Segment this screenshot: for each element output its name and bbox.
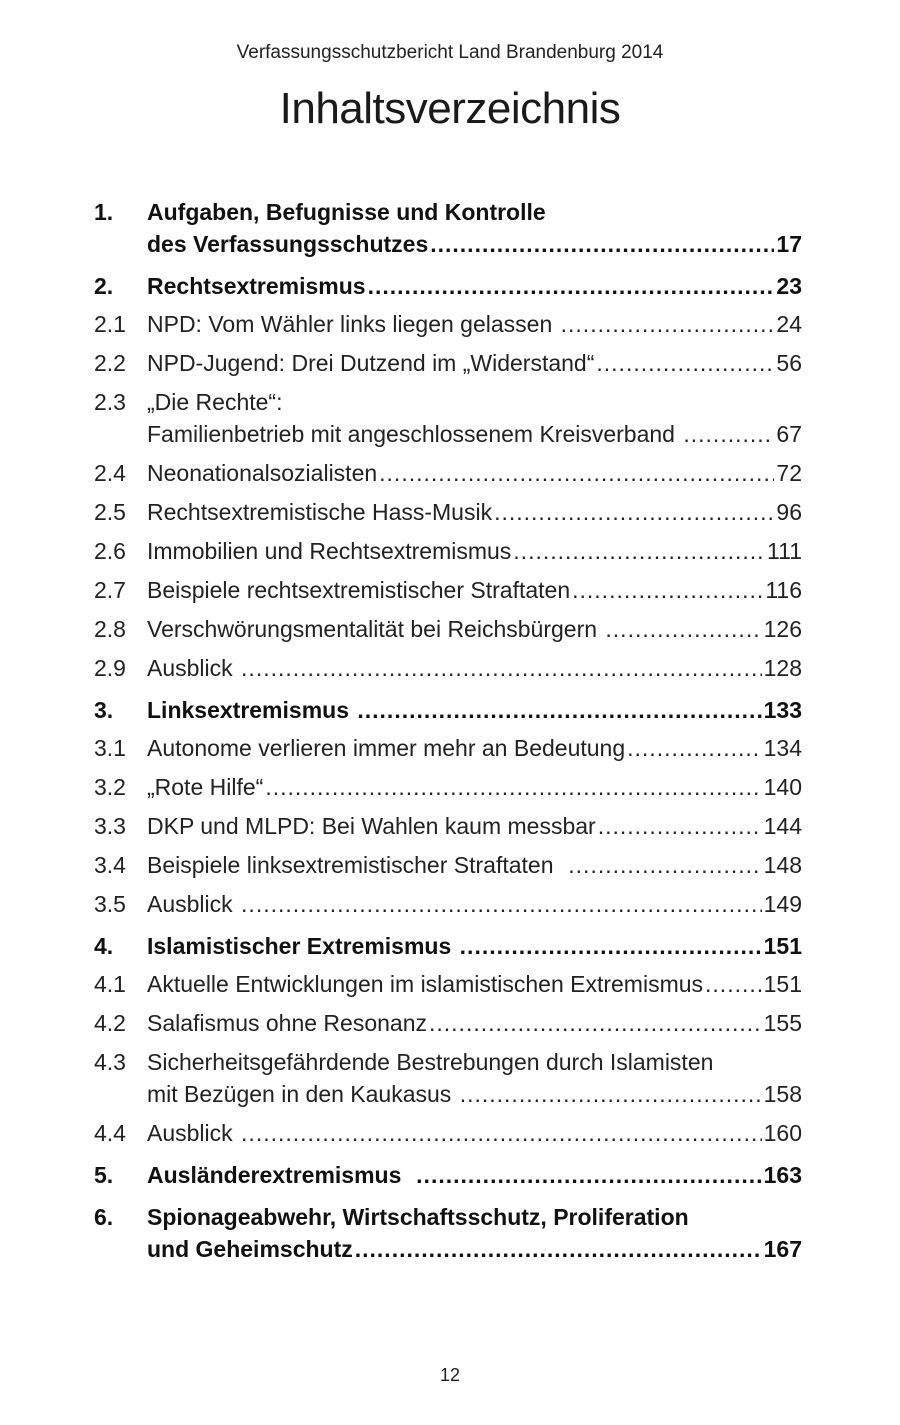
toc-dot-leader [627,732,761,764]
toc-entry-body [147,496,802,528]
toc-dot-leader [605,613,761,645]
toc-entry-title: Aktuelle Entwicklungen im islamistischen Extremismus [147,971,704,997]
toc-section-entry[interactable] [94,347,802,379]
toc-entry-title: und Geheimschutz [147,1236,353,1262]
toc-chapter-entry[interactable] [94,1201,802,1265]
toc-entry-body [147,652,802,684]
toc-entry-title: Familienbetrieb mit angeschlossenem Kreisverband [147,421,682,447]
toc-section-entry[interactable] [94,457,802,489]
toc-page-number: 24 [776,311,802,337]
toc-entry-line [147,386,802,418]
toc-entry-title: Sicherheitsgefährdende Bestrebungen durch Islamisten [147,1049,714,1075]
toc-dot-leader [355,1233,762,1265]
toc-entry-title: Salafismus ohne Resonanz [147,1010,427,1036]
page-number: 12 [439,1365,461,1385]
toc-entry-title: Linksextremismus [147,697,356,723]
toc-dot-leader [572,574,763,606]
toc-section-entry[interactable] [94,652,802,684]
toc-dot-leader [683,418,774,450]
toc-entry-title: Beispiele linksextremistischer Straftaten [147,852,567,878]
toc-entry-title: Ausblick [147,1120,240,1146]
toc-entry-title: Ausländerextremismus [147,1162,415,1188]
toc-entry-line [147,574,802,606]
toc-entry-line [147,849,802,881]
toc-dot-leader [705,968,762,1000]
toc-entry-line [147,771,802,803]
table-of-contents [94,196,802,1271]
toc-entry-line [147,1007,802,1039]
toc-dot-leader [429,1007,762,1039]
running-header: Verfassungsschutzbericht Land Brandenburg 2014 [236,42,664,63]
toc-entry-body [147,732,802,764]
toc-entry-title: des Verfassungsschutzes [147,231,429,257]
toc-entry-line [147,732,802,764]
toc-entry-number: 4.3 [94,1049,126,1075]
toc-entry-body [147,270,802,302]
toc-page-number: 72 [776,460,802,486]
toc-entry-line [147,1078,802,1110]
toc-dot-leader [241,1117,762,1149]
toc-entry-number: 2.4 [94,460,126,486]
toc-section-entry[interactable] [94,535,802,567]
toc-page-number: 160 [763,1120,802,1146]
toc-page-number: 111 [767,538,802,564]
toc-entry-number: 2. [94,273,114,299]
toc-dot-leader [357,694,761,726]
toc-entry-number: 2.2 [94,350,126,376]
toc-chapter-entry[interactable] [94,1159,802,1191]
toc-section-entry[interactable] [94,849,802,881]
toc-entry-body [147,196,802,260]
toc-entry-number: 3. [94,697,114,723]
toc-entry-body [147,849,802,881]
toc-entry-line [147,1201,802,1233]
toc-entry-number: 2.1 [94,311,126,337]
toc-entry-body [147,1046,802,1110]
toc-entry-number: 3.3 [94,813,126,839]
toc-dot-leader [430,228,774,260]
toc-entry-number: 2.7 [94,577,126,603]
toc-section-entry[interactable] [94,386,802,450]
toc-entry-title: Rechtsextremismus [147,273,366,299]
toc-entry-line [147,496,802,528]
toc-section-entry[interactable] [94,1046,802,1110]
toc-entry-title: „Rote Hilfe“ [147,774,264,800]
toc-entry-title: Spionageabwehr, Wirtschaftsschutz, Proliferation [147,1204,689,1230]
toc-entry-line [147,1117,802,1149]
toc-entry-number: 3.2 [94,774,126,800]
toc-section-entry[interactable] [94,613,802,645]
toc-section-entry[interactable] [94,888,802,920]
toc-dot-leader [379,457,774,489]
toc-page-number: 149 [763,891,802,917]
toc-section-entry[interactable] [94,732,802,764]
toc-page-number: 23 [776,273,802,299]
toc-entry-number: 3.1 [94,735,126,761]
toc-chapter-entry[interactable] [94,270,802,302]
toc-section-entry[interactable] [94,496,802,528]
toc-section-entry[interactable] [94,1117,802,1149]
page-title: Inhaltsverzeichnis [279,84,621,133]
toc-entry-body [147,347,802,379]
toc-dot-leader [561,308,775,340]
toc-entry-line [147,810,802,842]
toc-page-number: 116 [765,577,802,603]
toc-section-entry[interactable] [94,308,802,340]
toc-entry-number: 6. [94,1204,114,1230]
toc-page-number: 133 [763,697,802,723]
toc-page-number: 56 [776,350,802,376]
toc-entry-body [147,457,802,489]
toc-page-number: 163 [763,1162,802,1188]
toc-entry-body [147,1007,802,1039]
toc-entry-line [147,308,802,340]
toc-entry-line [147,1159,802,1191]
toc-entry-title: mit Bezügen in den Kaukasus [147,1081,458,1107]
toc-page-number: 167 [763,1236,802,1262]
toc-page-number: 155 [763,1010,802,1036]
toc-page-number: 158 [763,1081,802,1107]
toc-entry-body [147,386,802,450]
toc-page-number: 140 [763,774,802,800]
toc-chapter-entry[interactable] [94,694,802,726]
toc-entry-line [147,270,802,302]
toc-entry-line [147,418,802,450]
toc-entry-body [147,308,802,340]
toc-page-number: 67 [776,421,802,447]
toc-entry-number: 3.5 [94,891,126,917]
toc-entry-number: 4.1 [94,971,126,997]
toc-entry-line [147,930,802,962]
toc-entry-number: 4. [94,933,114,959]
toc-entry-number: 4.2 [94,1010,126,1036]
toc-entry-line [147,347,802,379]
toc-entry-line [147,652,802,684]
toc-dot-leader [513,535,765,567]
toc-section-entry[interactable] [94,771,802,803]
toc-entry-body [147,1117,802,1149]
toc-entry-line [147,888,802,920]
toc-page-number: 17 [776,231,802,257]
toc-entry-title: Verschwörungsmentalität bei Reichsbürgern [147,616,604,642]
toc-entry-number: 5. [94,1162,114,1188]
toc-entry-body [147,810,802,842]
toc-entry-number: 2.9 [94,655,126,681]
toc-entry-line [147,1233,802,1265]
toc-entry-body [147,771,802,803]
toc-dot-leader [494,496,774,528]
toc-entry-body [147,694,802,726]
toc-entry-line [147,535,802,567]
toc-entry-title: Aufgaben, Befugnisse und Kontrolle [147,199,546,225]
toc-entry-title: DKP und MLPD: Bei Wahlen kaum messbar [147,813,596,839]
toc-entry-title: NPD: Vom Wähler links liegen gelassen [147,311,559,337]
toc-page-number: 148 [763,852,802,878]
toc-dot-leader [460,930,762,962]
toc-entry-body [147,1159,802,1191]
toc-entry-title: Beispiele rechtsextremistischer Straftaten [147,577,571,603]
toc-entry-line [147,694,802,726]
toc-entry-body [147,535,802,567]
toc-entry-number: 2.8 [94,616,126,642]
toc-chapter-entry[interactable] [94,196,802,260]
toc-entry-title: Rechtsextremistische Hass-Musik [147,499,493,525]
toc-entry-body [147,574,802,606]
toc-dot-leader [416,1159,761,1191]
toc-entry-title: Islamistischer Extremismus [147,933,458,959]
toc-entry-number: 1. [94,199,114,225]
toc-entry-body [147,613,802,645]
toc-page-number: 134 [763,735,802,761]
toc-dot-leader [265,771,761,803]
toc-entry-body [147,888,802,920]
toc-entry-line [147,613,802,645]
toc-dot-leader [241,888,762,920]
toc-dot-leader [241,652,762,684]
toc-chapter-entry[interactable] [94,930,802,962]
toc-entry-number: 2.6 [94,538,126,564]
toc-entry-body [147,1201,802,1265]
toc-entry-title: Neonationalsozialisten [147,460,378,486]
toc-page-number: 151 [763,971,802,997]
toc-page-number: 128 [763,655,802,681]
toc-entry-title: Immobilien und Rechtsextremismus [147,538,512,564]
toc-entry-line [147,1046,802,1078]
toc-entry-number: 4.4 [94,1120,126,1146]
toc-entry-line [147,457,802,489]
toc-entry-line [147,196,802,228]
toc-entry-body [147,968,802,1000]
toc-entry-line [147,968,802,1000]
toc-dot-leader [460,1078,762,1110]
toc-section-entry[interactable] [94,1007,802,1039]
toc-dot-leader [568,849,761,881]
toc-entry-title: Ausblick [147,655,240,681]
toc-entry-title: Ausblick [147,891,240,917]
toc-section-entry[interactable] [94,968,802,1000]
toc-entry-title: „Die Rechte“: [147,389,283,415]
toc-entry-number: 3.4 [94,852,126,878]
toc-entry-title: NPD-Jugend: Drei Dutzend im „Widerstand“ [147,350,595,376]
toc-entry-title: Autonome verlieren immer mehr an Bedeutung [147,735,626,761]
toc-page-number: 96 [776,499,802,525]
toc-entry-body [147,930,802,962]
toc-page-number: 126 [763,616,802,642]
toc-page-number: 151 [763,933,802,959]
toc-entry-number: 2.3 [94,389,126,415]
toc-section-entry[interactable] [94,810,802,842]
toc-page-number: 144 [763,813,802,839]
toc-section-entry[interactable] [94,574,802,606]
toc-entry-line [147,228,802,260]
toc-dot-leader [598,810,762,842]
toc-dot-leader [596,347,774,379]
toc-entry-number: 2.5 [94,499,126,525]
toc-dot-leader [368,270,775,302]
